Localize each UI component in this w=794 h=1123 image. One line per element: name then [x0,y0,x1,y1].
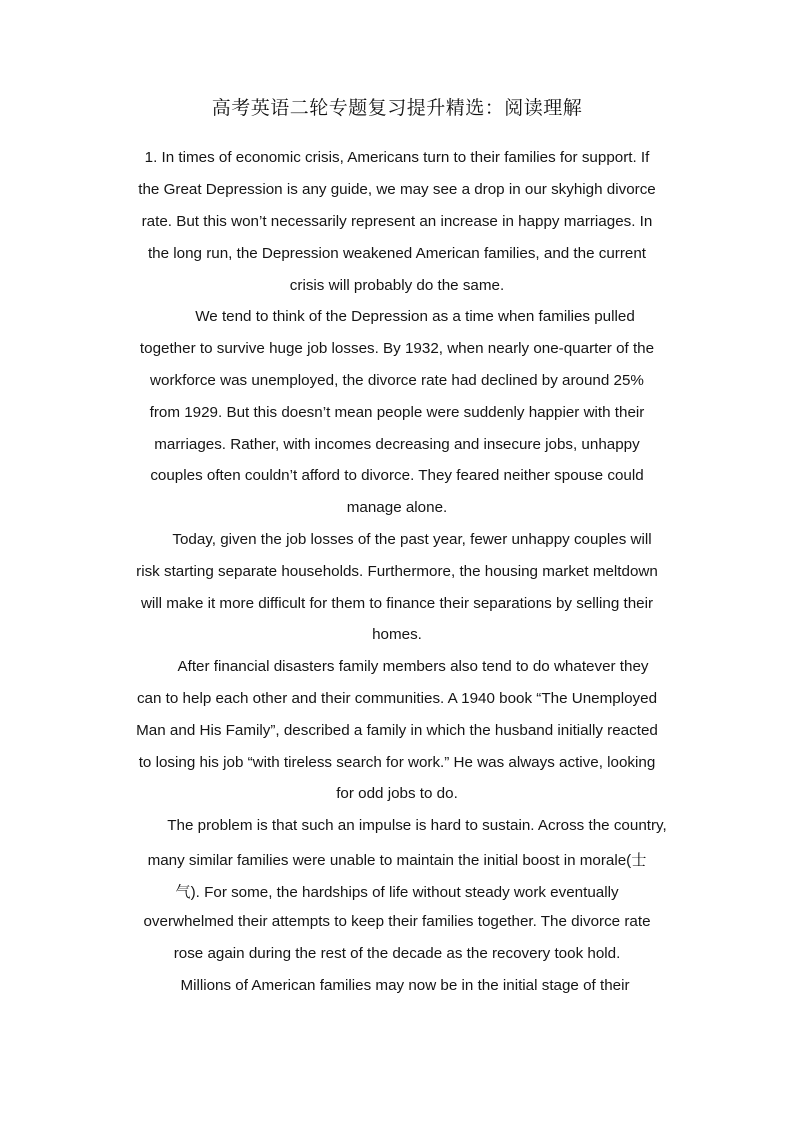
text-line: the long run, the Depression weakened American families, and the current [147,245,647,262]
text-line: rate. But this won’t necessarily represent an increase in happy marriages. In [141,213,653,230]
text-line: crisis will probably do the same. [289,277,505,294]
text-line: will make it more difficult for them to finance their separations by selling their [140,595,654,612]
text-line: 1. In times of economic crisis, Americans turn to their families for support. If [144,149,650,166]
text-line: 气). For some, the hardships of life without steady work eventually [175,884,619,901]
text-line: for odd jobs to do. [336,785,458,802]
text-line: together to survive huge job losses. By 1932, when nearly one-quarter of the [139,340,655,357]
text-line: Man and His Family”, described a family in which the husband initially reacted [136,722,658,739]
text-line: many similar families were unable to maintain the initial boost in morale(士 [147,852,647,869]
text-line: from 1929. But this doesn’t mean people were suddenly happier with their [149,404,645,421]
text-line: After financial disasters family members also tend to do whatever they [177,658,649,675]
text-line: the Great Depression is any guide, we may see a drop in our skyhigh divorce [138,181,656,198]
text-line: risk starting separate households. Furthermore, the housing market meltdown [136,563,658,580]
text-line: We tend to think of the Depression as a time when families pulled [195,308,635,325]
text-line: Today, given the job losses of the past year, fewer unhappy couples will [172,531,652,548]
text-line: to losing his job “with tireless search for work.” He was always active, looking [138,754,656,771]
text-line: workforce was unemployed, the divorce rate had declined by around 25% [150,372,644,389]
text-line: rose again during the rest of the decade as the recovery took hold. [173,945,621,962]
text-line: marriages. Rather, with incomes decreasing and insecure jobs, unhappy [154,436,640,453]
text-line: couples often couldn’t afford to divorce. They feared neither spouse could [150,467,644,484]
document-title: 高考英语二轮专题复习提升精选：阅读理解 [211,97,583,119]
text-line: manage alone. [346,499,448,516]
text-line: The problem is that such an impulse is hard to sustain. Across the country, [167,817,667,834]
text-line: can to help each other and their communities. A 1940 book “The Unemployed [136,690,658,707]
text-line: overwhelmed their attempts to keep their families together. The divorce rate [143,913,651,930]
text-line: Millions of American families may now be in the initial stage of their [180,977,630,994]
text-line: homes. [372,626,422,643]
